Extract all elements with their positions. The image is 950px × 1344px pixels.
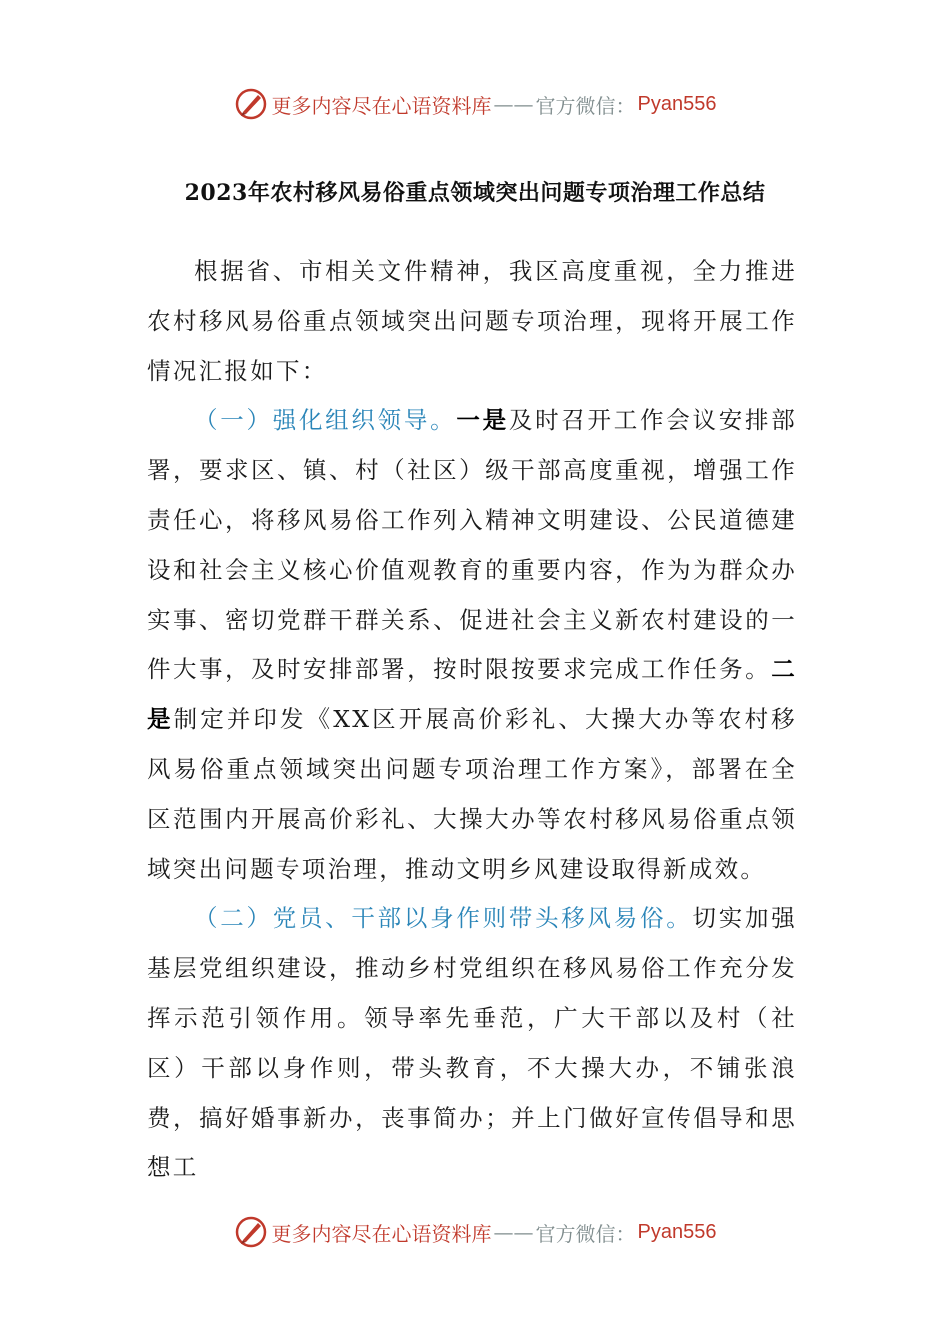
section-two-text: 切实加强基层党组织建设，推动乡村党组织在移风易俗工作充分发挥示范引领作用。领导率先垂范，广大干部以及村（社区）干部以身作则，带头教育，不大操大办，不铺张浪费，搞好婚事新办，丧事简办；并上门做好宣传倡导和思想工 bbox=[147, 904, 798, 1182]
banner-wechat-label: 官方微信： bbox=[535, 1221, 636, 1246]
pen-logo-icon bbox=[234, 1215, 268, 1249]
section-one-text2: 制定并印发《XX区开展高价彩礼、大操大办等农村移风易俗重点领域突出问题专项治理工作方案》，部署在全区范围内开展高价彩礼、大操大办等农村移风易俗重点领域突出问题专项治理，推动文明乡风建设取得新成效。 bbox=[147, 705, 797, 883]
banner-brand-text: 更多内容尽在心语资料库 bbox=[271, 1221, 492, 1246]
banner-wechat-id: Pyan556 bbox=[637, 92, 717, 115]
section-one-paragraph bbox=[147, 396, 797, 894]
footer-watermark-banner bbox=[0, 1210, 950, 1254]
section-two-heading: （二）党员、干部以身作则带头移风易俗。 bbox=[194, 904, 693, 933]
section-two-paragraph bbox=[147, 894, 797, 1193]
document-title: 2023年农村移风易俗重点领域突出问题专项治理工作总结 bbox=[184, 180, 766, 206]
banner-wechat-id: Pyan556 bbox=[637, 1220, 717, 1243]
pen-logo-icon bbox=[234, 87, 268, 121]
section-one-mark2: 二是 bbox=[147, 655, 797, 734]
header-watermark-banner bbox=[0, 82, 950, 126]
section-one-mark1: 一是 bbox=[456, 406, 509, 435]
document-body bbox=[147, 247, 797, 1193]
section-one-heading: （一）强化组织领导。 bbox=[194, 406, 457, 435]
banner-brand-text: 更多内容尽在心语资料库 bbox=[271, 93, 492, 118]
banner-wechat-label: 官方微信： bbox=[535, 93, 636, 118]
section-one-text1: 及时召开工作会议安排部署，要求区、镇、村（社区）级干部高度重视，增强工作责任心，将移风易俗工作列入精神文明建设、公民道德建设和社会主义核心价值观教育的重要内容，作为为群众办实事、密切党群干群关系、促进社会主义新农村建设的一件大事，及时安排部署，按时限按要求完成工作任务。 bbox=[147, 406, 797, 684]
banner-separator: —— bbox=[493, 92, 534, 116]
banner-separator: —— bbox=[493, 1220, 534, 1244]
intro-paragraph: 根据省、市相关文件精神，我区高度重视，全力推进农村移风易俗重点领域突出问题专项治理，现将开展工作情况汇报如下： bbox=[147, 257, 797, 385]
